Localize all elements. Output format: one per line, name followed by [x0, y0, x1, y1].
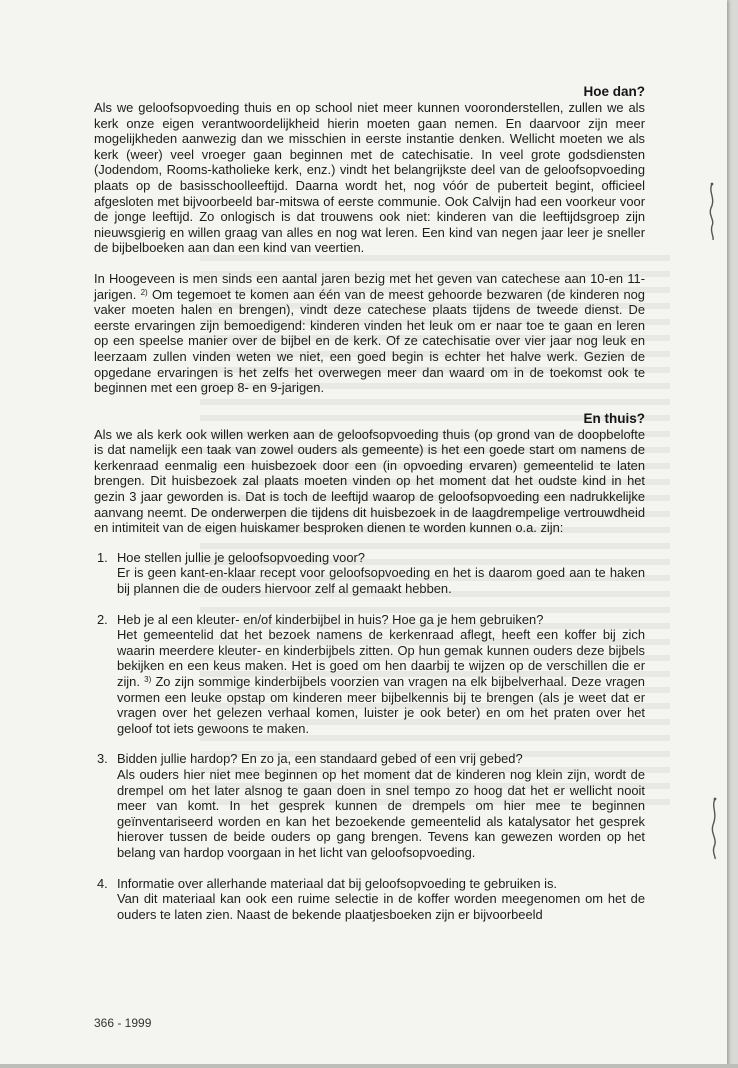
answer-text: Het gemeentelid dat het bezoek namens de kerkenraad aflegt, heeft een koffer bij zich waarin meerdere kleuter- en kinderbijbels zitten. Op hun gemak kunnen ouders deze bijbels bekijken en een keus maken. Het is goed om hen daarbij te wijzen op de verschillen die er zijn. — [117, 627, 645, 689]
paragraph: Als we geloofsopvoeding thuis en op school niet meer kunnen vooronderstellen, zullen we als kerk onze eigen verantwoordelijkheid hierin moeten gaan nemen. En daarvoor zijn meer mogelijkheden aanwezig dan we misschien in eerste instantie denken. Wellicht moeten we als kerk (weer) veel vroeger gaan beginnen met de catechisatie. In veel grote godsdiensten (Jodendom, Rooms-katholieke kerk, enz.) vindt het belangrijkste deel van de geloofsopvoeding plaats op de basisschoolleeftijd. Daarna wordt het, nog vóór de puberteit begint, officieel afgesloten met bijvoorbeeld bar-mitswa of eerste communie. Ook Calvijn had een voorkeur voor de jonge leeftijd. Zo onlogisch is dat trouwens ook niet: kinderen van die leeftijdsgroep zijn nieuwsgierig en willen graag van alles en nog wat leren. Een kind van negen jaar leer je sneller de bijbelboeken aan dan een kind van veertien. — [94, 100, 645, 256]
paragraph-text: In Hoogeveen is men sinds een aantal jaren bezig met het geven van catechese aan 10-en 11-jarigen. — [94, 270, 645, 302]
paragraph-text: Om tegemoet te komen aan één van de meest gehoorde bezwaren (de kinderen nog vaker moeten halen en brengen), vindt deze catechese plaats tijdens de tweede dienst. De eerste ervaringen zijn bemoedigend: kinderen vinden het leuk om er naar toe te gaan en leren op een speelse manier over de bijbel en de kerk. Of ze catechisatie over vier jaar nog leuk en leerzaam zullen vinden weten we niet, een goed begin is echter het halve werk. Gezien de opgedane ervaringen is het zelfs het overwegen meer dan waard om in de toekomst ook te beginnen met een groep 8- en 9-jarigen. — [94, 286, 645, 396]
answer-text: Zo zijn sommige kinderbijbels voorzien van vragen na elk bijbelverhaal. Deze vragen vormen een leuke opstap om kinderen meer bijbelkennis bij te brengen (als je weet dat er vragen over het gelezen verhaal komen, luister je ook beter) en om het praten over het geloof tot iets gewoons te maken. — [117, 674, 645, 736]
binding-clip-mark-bottom — [708, 797, 720, 861]
list-item — [94, 612, 645, 737]
list-item-answer: Van dit materiaal kan ook een ruime selectie in de koffer worden meegenomen om het de ouders te laten zien. Naast de bekende plaatjesboeken zijn er bijvoorbeeld — [117, 891, 645, 922]
page-number: 366 - 1999 — [94, 1016, 152, 1030]
list-item-number: 2. — [97, 611, 108, 627]
paragraph — [94, 271, 645, 396]
list-item — [94, 751, 645, 860]
list-item-number: 1. — [97, 549, 108, 565]
topic-list — [94, 550, 645, 922]
binding-clip-mark-top — [706, 182, 718, 242]
section-heading-en-thuis: En thuis? — [583, 410, 645, 426]
section-heading-hoe-dan: Hoe dan? — [583, 84, 645, 99]
paragraph: Als we als kerk ook willen werken aan de geloofsopvoeding thuis (op grond van de doopbelofte is dat namelijk een taak van zowel ouders als gemeente) is het een goede start om namens de kerkenraad eenmalig een huisbezoek door een (in opvoeding ervaren) gemeentelid te laten brengen. Dit huisbezoek zal plaats moeten vinden op het moment dat het oudste kind in het gezin 3 jaar geworden is. Dat is toch de leeftijd waarop de geloofsopvoeding een nadrukkelijke aanvang neemt. De onderwerpen die tijdens dit huisbezoek in de laagdrempelige vertrouwdheid en intimiteit van de eigen huiskamer besproken dienen te worden kunnen o.a. zijn: — [94, 426, 645, 536]
list-item-answer: Er is geen kant-en-klaar recept voor geloofsopvoeding en het is daarom goed aan te haken bij plannen die de ouders hiervoor zelf al gemaakt hebben. — [117, 565, 645, 597]
list-item — [94, 876, 645, 923]
list-item-number: 3. — [97, 751, 108, 767]
list-item-question: Hoe stellen jullie je geloofsopvoeding voor? — [117, 549, 365, 565]
list-item-number: 4. — [97, 875, 108, 891]
list-item-answer — [117, 627, 645, 736]
article-body — [94, 84, 645, 937]
list-item-answer: Als ouders hier niet mee beginnen op het moment dat de kinderen nog klein zijn, wordt de drempel om het later alsnog te gaan doen in snel tempo zo hoog dat het er wellicht nooit meer van komt. In het gesprek kunnen de drempels om hier mee te beginnen geïnventariseerd worden en kan het bezoekende gemeentelid als katalysator het gesprek hierover tussen de beide ouders op gang brengen. Tevens kan gewezen worden op het belang van hardop voorgaan in het licht van geloofsopvoeding. — [117, 766, 645, 860]
list-item-question: Informatie over allerhande materiaal dat bij geloofsopvoeding te gebruiken is. — [117, 875, 557, 891]
list-item-question: Bidden jullie hardop? En zo ja, een standaard gebed of een vrij gebed? — [117, 751, 523, 767]
footnote-ref-2: 2) — [140, 287, 148, 297]
list-item-question: Heb je al een kleuter- en/of kinderbijbel in huis? Hoe ga je hem gebruiken? — [117, 611, 544, 627]
page-edge-shadow — [0, 1064, 738, 1068]
list-item — [94, 550, 645, 597]
footnote-ref-3: 3) — [144, 675, 152, 684]
